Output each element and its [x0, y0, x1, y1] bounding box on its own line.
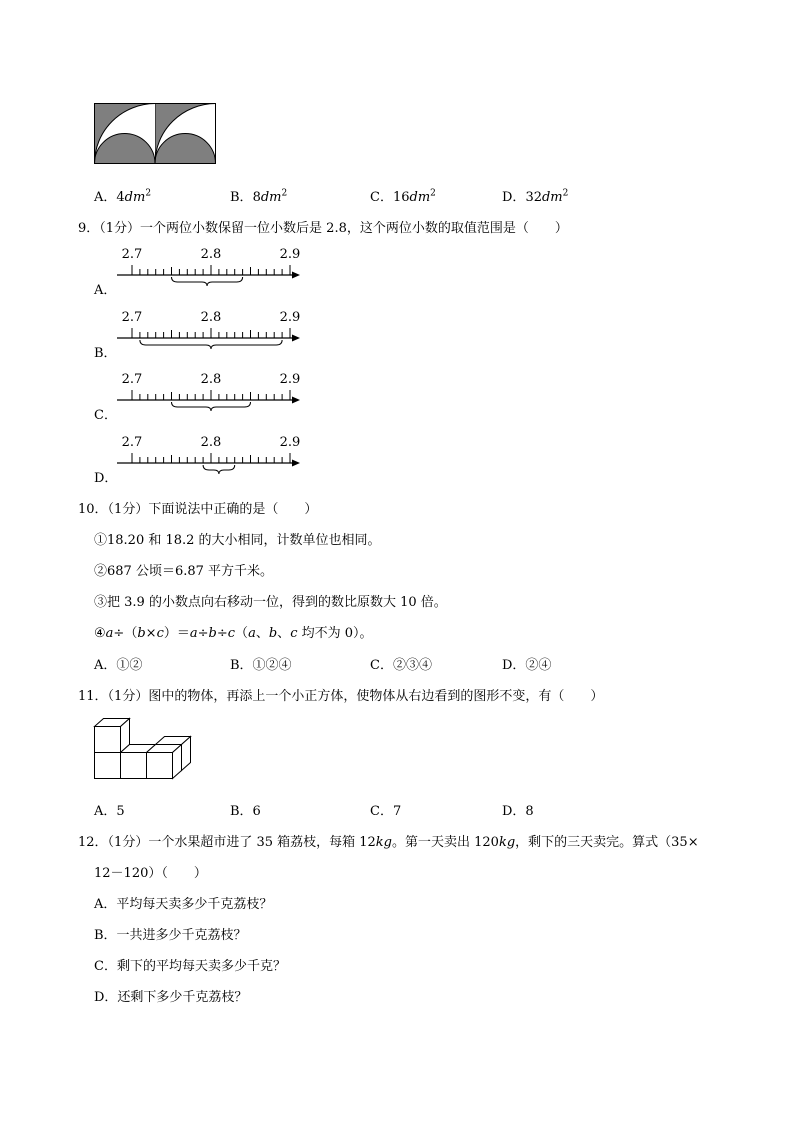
- option-unit: dm: [124, 190, 146, 205]
- q10-option-d[interactable]: D．②④: [502, 658, 552, 673]
- arrow-icon: [292, 397, 300, 404]
- tick-label: 2.7: [121, 247, 143, 262]
- tick-label: 2.8: [200, 310, 222, 325]
- q11-option-b[interactable]: B．6: [230, 804, 261, 819]
- range-brace: [172, 402, 251, 411]
- arrow-icon: [292, 460, 300, 467]
- q12-option-b[interactable]: B．一共进多少千克荔枝？: [94, 928, 247, 943]
- q10-statement-2: ②687 公顷＝6.87 平方千米。: [94, 564, 274, 579]
- tick-label: 2.8: [200, 435, 222, 450]
- q10-stem: 10．（1分）下面说法中正确的是（ ）: [78, 502, 318, 517]
- number-line-d: [110, 433, 310, 483]
- q11-option-d[interactable]: D．8: [502, 804, 534, 819]
- q12-stem-line2: 12－120）（ ）: [94, 866, 207, 881]
- tick-label: 2.9: [279, 247, 301, 262]
- q10-statement-1: ①18.20 和 18.2 的大小相同，计数单位也相同。: [94, 533, 381, 548]
- option-unit: dm: [541, 190, 563, 205]
- tick-label: 2.7: [121, 435, 143, 450]
- range-brace: [140, 340, 282, 349]
- tick-label: 2.7: [121, 372, 143, 387]
- option-value: 16: [392, 190, 410, 205]
- tick-label: 2.9: [279, 310, 301, 325]
- q9-option-c[interactable]: C．: [94, 408, 117, 423]
- tick-label: 2.9: [279, 435, 301, 450]
- tick-label: 2.8: [200, 372, 222, 387]
- number-line-c: [110, 370, 310, 420]
- q12-stem: 12．（1分）一个水果超市进了 35 箱荔枝，每箱 12kg。第一天卖出 120kg，剩下的三天卖完。算式（35×: [78, 835, 699, 850]
- q10-statement-3: ③把 3.9 的小数点向右移动一位，得到的数比原数大 10 倍。: [94, 595, 447, 610]
- q10-statement-4: ④a÷（b×c）＝a÷b÷c（a、b、c 均不为 0）。: [94, 626, 373, 641]
- arrow-icon: [292, 272, 300, 279]
- q10-option-c[interactable]: C．②③④: [370, 658, 432, 673]
- q8-option-c[interactable]: [370, 186, 436, 205]
- option-unit: dm: [409, 190, 431, 205]
- q10-option-a[interactable]: A．①②: [94, 658, 143, 673]
- option-value: 8: [252, 190, 261, 205]
- q8-shaded-figure: [94, 103, 218, 167]
- q12-option-c[interactable]: C．剩下的平均每天卖多少千克？: [94, 959, 286, 974]
- option-letter: D．: [502, 190, 526, 205]
- arrow-icon: [292, 335, 300, 342]
- option-letter: C．: [370, 190, 393, 205]
- number-line-b: [110, 308, 310, 358]
- q11-option-c[interactable]: C．7: [370, 804, 402, 819]
- q8-option-b[interactable]: [230, 186, 287, 205]
- option-exponent: 2: [562, 188, 569, 199]
- tick-label: 2.8: [200, 247, 222, 262]
- option-letter: B．: [230, 190, 253, 205]
- q12-option-a[interactable]: A．平均每天卖多少千克荔枝？: [94, 897, 273, 912]
- tick-label: 2.9: [279, 372, 301, 387]
- q9-stem: 9．（1分）一个两位小数保留一位小数后是 2.8，这个两位小数的取值范围是（ ）: [78, 221, 568, 236]
- option-exponent: 2: [145, 188, 152, 199]
- q8-option-a[interactable]: [94, 186, 151, 205]
- q10-option-b[interactable]: B．①②④: [230, 658, 292, 673]
- q9-option-d[interactable]: D．: [94, 471, 118, 486]
- option-exponent: 2: [281, 188, 288, 199]
- q12-option-d[interactable]: D．还剩下多少千克荔枝？: [94, 990, 248, 1005]
- range-brace: [172, 277, 243, 286]
- q8-option-d[interactable]: [502, 186, 568, 205]
- option-value: 4: [116, 190, 125, 205]
- range-brace: [203, 465, 235, 474]
- number-line-a: [110, 245, 310, 295]
- option-value: 32: [525, 190, 542, 205]
- q11-stem: 11．（1分）图中的物体，再添上一个小正方体，使物体从右边看到的图形不变，有（ ）: [78, 689, 604, 704]
- option-letter: A．: [94, 190, 117, 205]
- q11-option-a[interactable]: A．5: [94, 804, 125, 819]
- option-exponent: 2: [430, 188, 436, 199]
- q11-cube-figure: [94, 716, 194, 780]
- q9-option-b[interactable]: B．: [94, 346, 117, 361]
- q9-option-a[interactable]: A．: [94, 283, 117, 298]
- tick-label: 2.7: [121, 310, 143, 325]
- option-unit: dm: [260, 190, 282, 205]
